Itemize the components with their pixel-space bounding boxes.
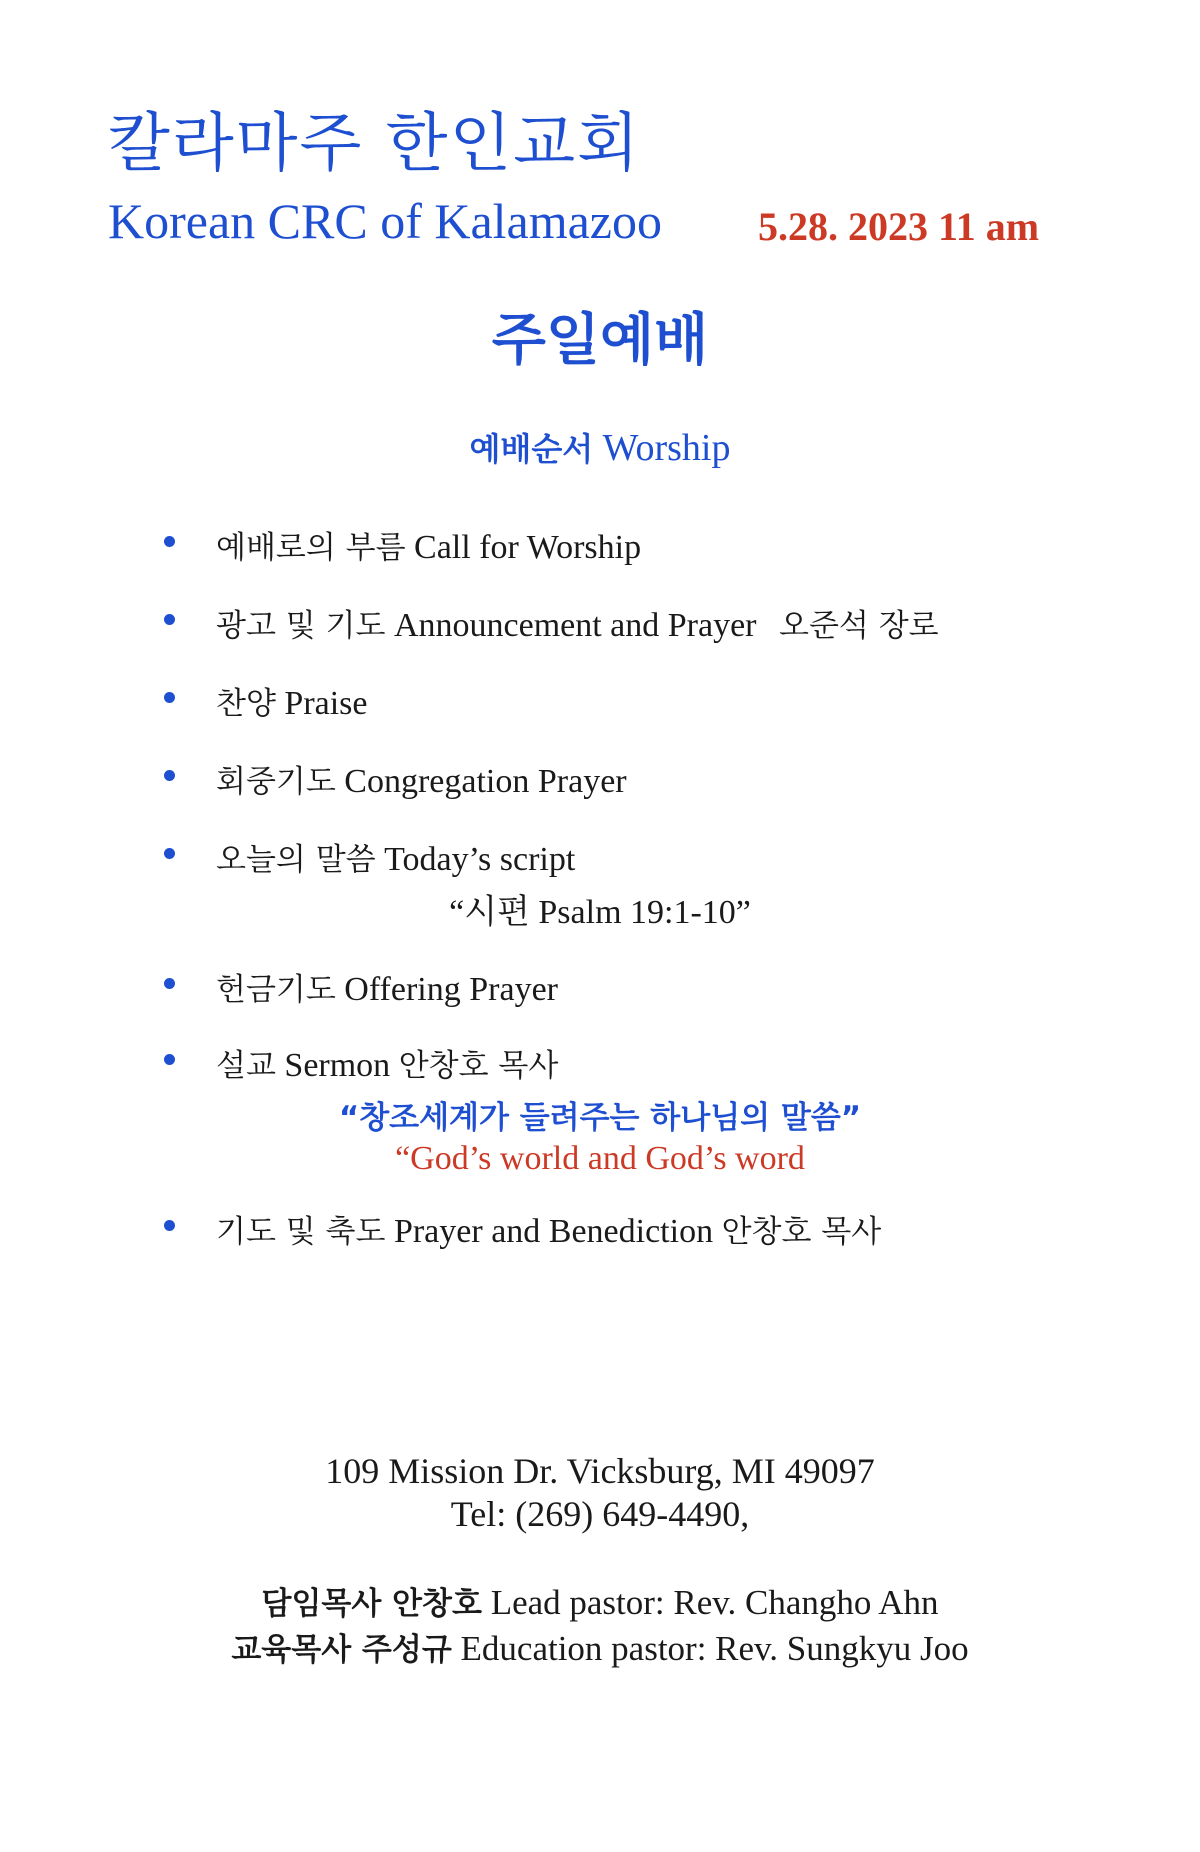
service-title: 주일예배 [491, 308, 709, 373]
bullet-icon [164, 1054, 175, 1065]
order-heading-korean: 예배순서 [469, 430, 594, 468]
lead-pastor-korean: 담임목사 안창호 [261, 1586, 482, 1622]
sermon-title-korean: “창조세계가 들려주는 하나님의 말씀” [338, 1100, 862, 1136]
bullet-icon [164, 536, 175, 547]
sermon-preacher: 안창호 목사 [398, 1048, 559, 1084]
list-item-text: 예배로의 부름 Call for Worship [216, 529, 642, 566]
list-item-text: 헌금기도 Offering Prayer [216, 971, 558, 1008]
bullet-icon [164, 848, 175, 859]
list-item-text: 찬양 Praise [216, 685, 368, 722]
bullet-icon [164, 770, 175, 781]
church-address: 109 Mission Dr. Vicksburg, MI 49097 [325, 1451, 875, 1491]
bullet-icon [164, 692, 175, 703]
list-item-text: 기도 및 축도 Prayer and Benediction 안창호 목사 [216, 1213, 882, 1250]
list-item-text: 오늘의 말씀 Today’s script [216, 841, 576, 878]
church-name-english: Korean CRC of Kalamazoo [108, 193, 663, 249]
scripture-reference: “시편 Psalm 19:1-10” [449, 894, 751, 931]
bullet-icon [164, 1220, 175, 1231]
sermon-title-english: “God’s world and God’s word [395, 1140, 805, 1177]
education-pastor-english: Education pastor: Rev. Sungkyu Joo [460, 1629, 969, 1668]
bullet-icon [164, 978, 175, 989]
church-phone: Tel: (269) 649-4490, [450, 1494, 750, 1534]
service-datetime: 5.28. 2023 11 am [758, 204, 1040, 249]
order-heading-english: Worship [602, 427, 731, 469]
education-pastor-korean: 교육목사 주성규 [231, 1632, 452, 1668]
church-name-korean: 칼라마주 한인교회 [108, 107, 641, 181]
list-item-text: 설교 Sermon 안창호 목사 [216, 1047, 559, 1084]
lead-pastor-english: Lead pastor: Rev. Changho Ahn [490, 1583, 939, 1622]
benediction-pastor: 안창호 목사 [721, 1214, 882, 1250]
list-item-text: 회중기도 Congregation Prayer [216, 763, 627, 800]
education-pastor [0, 1624, 1200, 1669]
list-item-text: 광고 및 기도 Announcement and Prayer 오준석 장로 [216, 607, 939, 644]
bullet-icon [164, 614, 175, 625]
announcement-leader: 오준석 장로 [779, 608, 939, 644]
lead-pastor [0, 1578, 1200, 1623]
